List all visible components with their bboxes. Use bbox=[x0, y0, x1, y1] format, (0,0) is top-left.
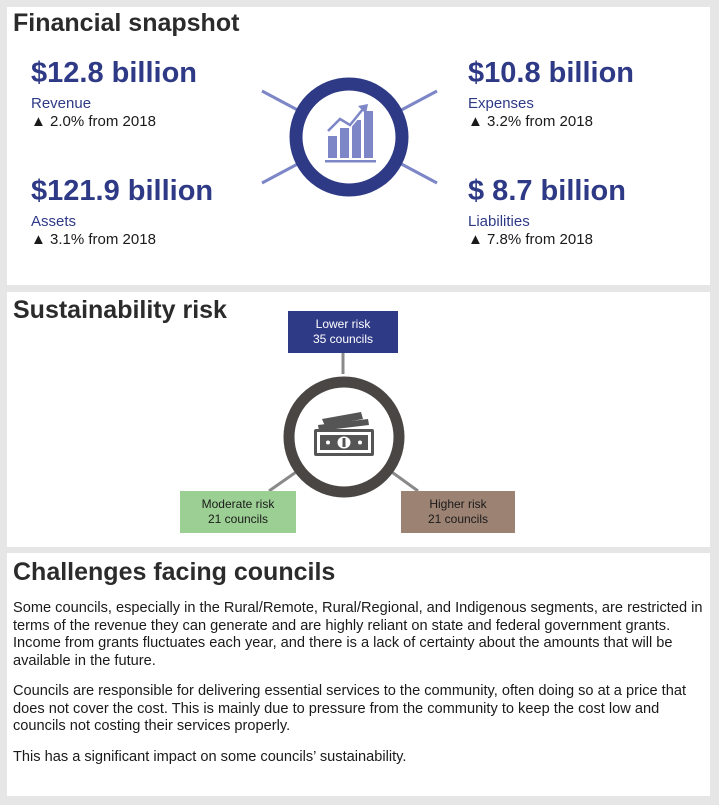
assets-label: Assets bbox=[31, 213, 77, 230]
expenses-label: Expenses bbox=[468, 95, 534, 112]
sustainability-risk-title: Sustainability risk bbox=[13, 296, 227, 324]
connector-line bbox=[389, 470, 418, 491]
moderate-risk-box bbox=[180, 491, 296, 533]
challenges-paragraph: This has a significant impact on some councils’ sustainability. bbox=[13, 748, 407, 765]
financial-snapshot-panel bbox=[7, 7, 710, 285]
moderate-risk-count: 21 councils bbox=[207, 512, 269, 526]
liabilities-metric bbox=[468, 175, 626, 249]
revenue-amount: $12.8 billion bbox=[31, 57, 197, 89]
challenges-panel bbox=[7, 553, 710, 796]
challenges-body bbox=[13, 600, 707, 779]
assets-change: ▲ 3.1% from 2018 bbox=[31, 231, 156, 248]
challenges-title: Challenges facing councils bbox=[13, 558, 336, 586]
lower-risk-box bbox=[288, 311, 398, 353]
revenue-change: ▲ 2.0% from 2018 bbox=[31, 113, 156, 130]
liabilities-label: Liabilities bbox=[468, 213, 530, 230]
expenses-amount: $10.8 billion bbox=[468, 57, 634, 89]
higher-risk-box bbox=[401, 491, 515, 533]
expenses-change: ▲ 3.2% from 2018 bbox=[468, 113, 593, 130]
liabilities-change: ▲ 7.8% from 2018 bbox=[468, 231, 593, 248]
challenges-paragraph: Councils are responsible for delivering essential services to the community, often doing so at a price that does not cover the cost. This is mainly due to pressure from the community to keep the cost low and councils not costing their services properly. bbox=[13, 683, 687, 734]
lower-risk-count: 35 councils bbox=[312, 332, 374, 346]
assets-amount: $121.9 billion bbox=[31, 175, 214, 207]
revenue-metric bbox=[31, 57, 197, 131]
moderate-risk-label: Moderate risk bbox=[201, 497, 275, 511]
assets-metric bbox=[31, 175, 213, 249]
connector-line bbox=[269, 470, 299, 491]
expenses-metric bbox=[468, 57, 634, 131]
bar-chart-growth-icon bbox=[325, 104, 376, 163]
liabilities-amount: $ 8.7 billion bbox=[468, 175, 626, 207]
higher-risk-label: Higher risk bbox=[429, 497, 487, 511]
challenges-paragraph: Some councils, especially in the Rural/Remote, Rural/Regional, and Indigenous segments, are restricted in terms of the revenue they can generate and are highly reliant on state and federal government grants. Income from grants fluctuates each year, and there is a lack of certainty about the amounts that will be available in the future. bbox=[13, 600, 703, 669]
higher-risk-count: 21 councils bbox=[427, 512, 489, 526]
lower-risk-label: Lower risk bbox=[315, 317, 371, 331]
financial-snapshot-title: Financial snapshot bbox=[13, 9, 240, 37]
sustainability-risk-panel bbox=[7, 292, 710, 547]
revenue-label: Revenue bbox=[31, 95, 92, 112]
